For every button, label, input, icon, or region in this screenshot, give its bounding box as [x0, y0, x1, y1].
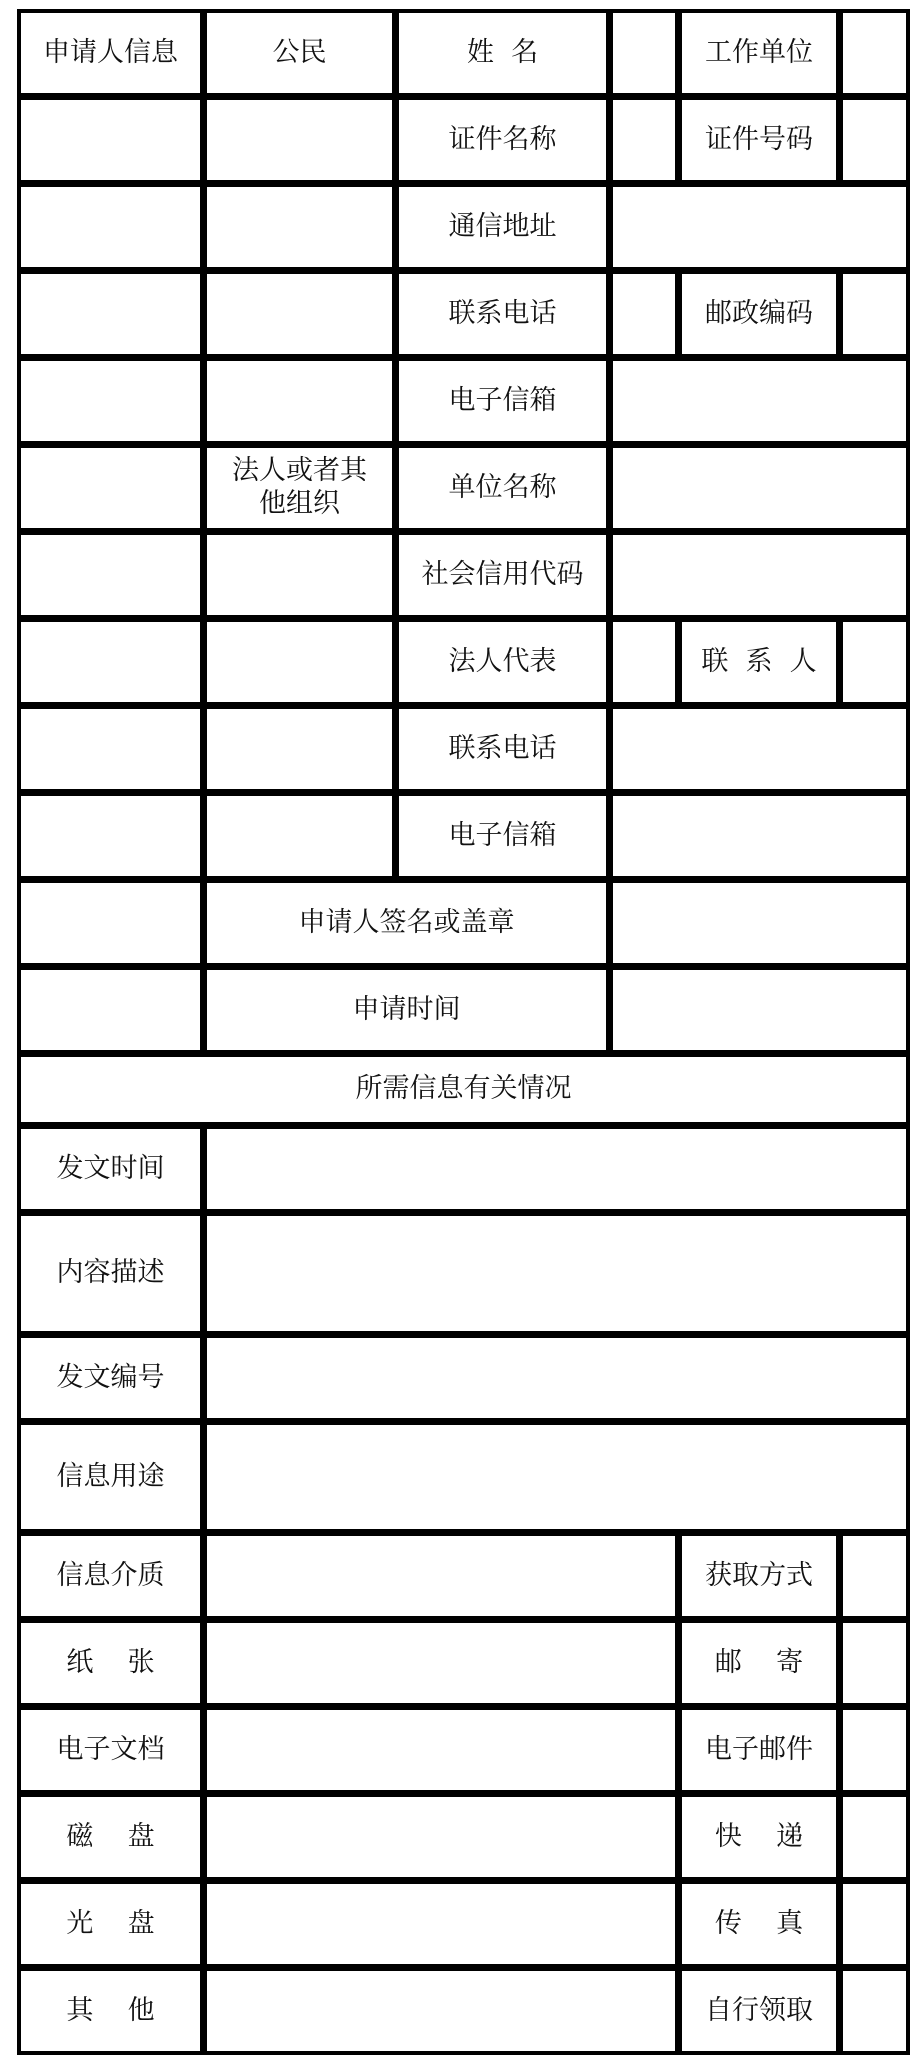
- section-spacer-cell: [17, 183, 204, 271]
- doc-number-label: 发文编号: [56, 1361, 165, 1393]
- id-number-label-cell: [678, 96, 840, 184]
- info-section-title: 所需信息有关情况: [355, 1073, 572, 1105]
- employer-label: 工作单位: [705, 36, 813, 68]
- delivery-option-express-checkbox[interactable]: [839, 1793, 910, 1881]
- citizen-spacer-cell: [203, 96, 396, 184]
- doc-number-field[interactable]: [203, 1334, 910, 1422]
- organization-spacer-cell: [203, 792, 396, 880]
- delivery-field[interactable]: [839, 1532, 910, 1620]
- doc-time-field[interactable]: [203, 1125, 910, 1213]
- delivery-option-fax-checkbox[interactable]: [839, 1880, 910, 1968]
- id-type-label-cell: [395, 96, 610, 184]
- employer-field[interactable]: [839, 9, 910, 97]
- section-spacer-cell: [17, 357, 204, 445]
- credit-code-label: 社会信用代码: [421, 558, 584, 590]
- org-name-label: 单位名称: [448, 471, 557, 503]
- delivery-option-express: [678, 1793, 840, 1881]
- delivery-option-label: 传 真: [714, 1907, 804, 1939]
- contact-person-label-cell: [678, 618, 840, 706]
- contact-person-label: 联 系 人: [701, 645, 817, 677]
- org-name-field[interactable]: [609, 444, 910, 532]
- name-field[interactable]: [609, 9, 679, 97]
- phone-field[interactable]: [609, 270, 679, 358]
- employer-label-cell: [678, 9, 840, 97]
- legal-rep-field[interactable]: [609, 618, 679, 706]
- credit-code-field[interactable]: [609, 531, 910, 619]
- delivery-option-label: 电子邮件: [705, 1733, 813, 1765]
- medium-field[interactable]: [203, 1532, 679, 1620]
- legal-rep-label: 法人代表: [448, 645, 557, 677]
- signature-field[interactable]: [609, 879, 910, 967]
- postcode-label: 邮政编码: [705, 297, 813, 329]
- section-spacer-cell: [17, 618, 204, 706]
- delivery-option-label: 自行领取: [705, 1994, 813, 2026]
- id-type-field[interactable]: [609, 96, 679, 184]
- address-field[interactable]: [609, 183, 910, 271]
- medium-label: 信息介质: [56, 1559, 165, 1591]
- organization-header: [203, 444, 396, 532]
- citizen-label: 公民: [272, 36, 327, 68]
- org-email-label-cell: [395, 792, 610, 880]
- content-label-cell: [17, 1212, 204, 1335]
- id-type-label: 证件名称: [448, 123, 557, 155]
- organization-label: 法人或者其 他组织: [232, 455, 367, 519]
- section-spacer-cell: [17, 444, 204, 532]
- purpose-label-cell: [17, 1421, 204, 1533]
- doc-number-label-cell: [17, 1334, 204, 1422]
- section-spacer-cell: [17, 96, 204, 184]
- delivery-option-mail: [678, 1619, 840, 1707]
- media-option-optical-disc: [17, 1880, 204, 1968]
- content-field[interactable]: [203, 1212, 910, 1335]
- id-number-field[interactable]: [839, 96, 910, 184]
- phone-label: 联系电话: [448, 297, 557, 329]
- delivery-option-mail-checkbox[interactable]: [839, 1619, 910, 1707]
- section-spacer-cell: [17, 792, 204, 880]
- address-label-cell: [395, 183, 610, 271]
- signature-label: 申请人签名或盖章: [298, 906, 515, 938]
- citizen-spacer-cell: [203, 270, 396, 358]
- media-option-other: [17, 1967, 204, 2055]
- citizen-header: [203, 9, 396, 97]
- delivery-option-fax: [678, 1880, 840, 1968]
- org-name-label-cell: [395, 444, 610, 532]
- doc-time-label-cell: [17, 1125, 204, 1213]
- media-option-optical-disc-field[interactable]: [203, 1880, 679, 1968]
- delivery-option-label: 快 递: [714, 1820, 804, 1852]
- media-option-label: 电子文档: [56, 1733, 165, 1765]
- delivery-option-self-pickup: [678, 1967, 840, 2055]
- organization-spacer-cell: [203, 705, 396, 793]
- purpose-field[interactable]: [203, 1421, 910, 1533]
- contact-person-field[interactable]: [839, 618, 910, 706]
- id-number-label: 证件号码: [705, 123, 813, 155]
- org-phone-label: 联系电话: [448, 732, 557, 764]
- medium-label-cell: [17, 1532, 204, 1620]
- section-spacer-cell: [17, 879, 204, 967]
- address-label: 通信地址: [448, 210, 557, 242]
- org-phone-label-cell: [395, 705, 610, 793]
- content-label: 内容描述: [56, 1257, 165, 1289]
- name-label: 姓 名: [466, 36, 539, 68]
- delivery-option-email-checkbox[interactable]: [839, 1706, 910, 1794]
- phone-label-cell: [395, 270, 610, 358]
- delivery-label: 获取方式: [705, 1559, 813, 1591]
- applicant-info-label: 申请人信息: [43, 36, 178, 68]
- delivery-option-email: [678, 1706, 840, 1794]
- signature-label-cell: [203, 879, 610, 967]
- section-spacer-cell: [17, 270, 204, 358]
- purpose-label: 信息用途: [56, 1460, 165, 1492]
- media-option-label: 其 他: [66, 1994, 155, 2026]
- delivery-option-self-pickup-checkbox[interactable]: [839, 1967, 910, 2055]
- media-option-label: 光 盘: [66, 1907, 155, 1939]
- citizen-spacer-cell: [203, 183, 396, 271]
- section-spacer-cell: [17, 966, 204, 1054]
- doc-time-label: 发文时间: [56, 1152, 165, 1184]
- org-phone-field[interactable]: [609, 705, 910, 793]
- media-option-label: 纸 张: [66, 1646, 155, 1678]
- email-label: 电子信箱: [448, 384, 557, 416]
- credit-code-label-cell: [395, 531, 610, 619]
- apply-time-field[interactable]: [609, 966, 910, 1054]
- applicant-info-header: [17, 9, 204, 97]
- email-field[interactable]: [609, 357, 910, 445]
- section-spacer-cell: [17, 705, 204, 793]
- media-option-electronic-doc-field[interactable]: [203, 1706, 679, 1794]
- media-option-paper: [17, 1619, 204, 1707]
- citizen-spacer-cell: [203, 357, 396, 445]
- organization-spacer-cell: [203, 618, 396, 706]
- org-email-field[interactable]: [609, 792, 910, 880]
- name-label-cell: [395, 9, 610, 97]
- email-label-cell: [395, 357, 610, 445]
- organization-spacer-cell: [203, 531, 396, 619]
- legal-rep-label-cell: [395, 618, 610, 706]
- media-option-other-field[interactable]: [203, 1967, 679, 2055]
- delivery-option-label: 邮 寄: [714, 1646, 804, 1678]
- media-option-disk-field[interactable]: [203, 1793, 679, 1881]
- apply-time-label: 申请时间: [352, 993, 461, 1025]
- info-section-header: [17, 1053, 910, 1126]
- delivery-label-cell: [678, 1532, 840, 1620]
- media-option-disk: [17, 1793, 204, 1881]
- media-option-label: 磁 盘: [66, 1820, 155, 1852]
- media-option-electronic-doc: [17, 1706, 204, 1794]
- postcode-label-cell: [678, 270, 840, 358]
- media-option-paper-field[interactable]: [203, 1619, 679, 1707]
- org-email-label: 电子信箱: [448, 819, 557, 851]
- section-spacer-cell: [17, 531, 204, 619]
- apply-time-label-cell: [203, 966, 610, 1054]
- postcode-field[interactable]: [839, 270, 910, 358]
